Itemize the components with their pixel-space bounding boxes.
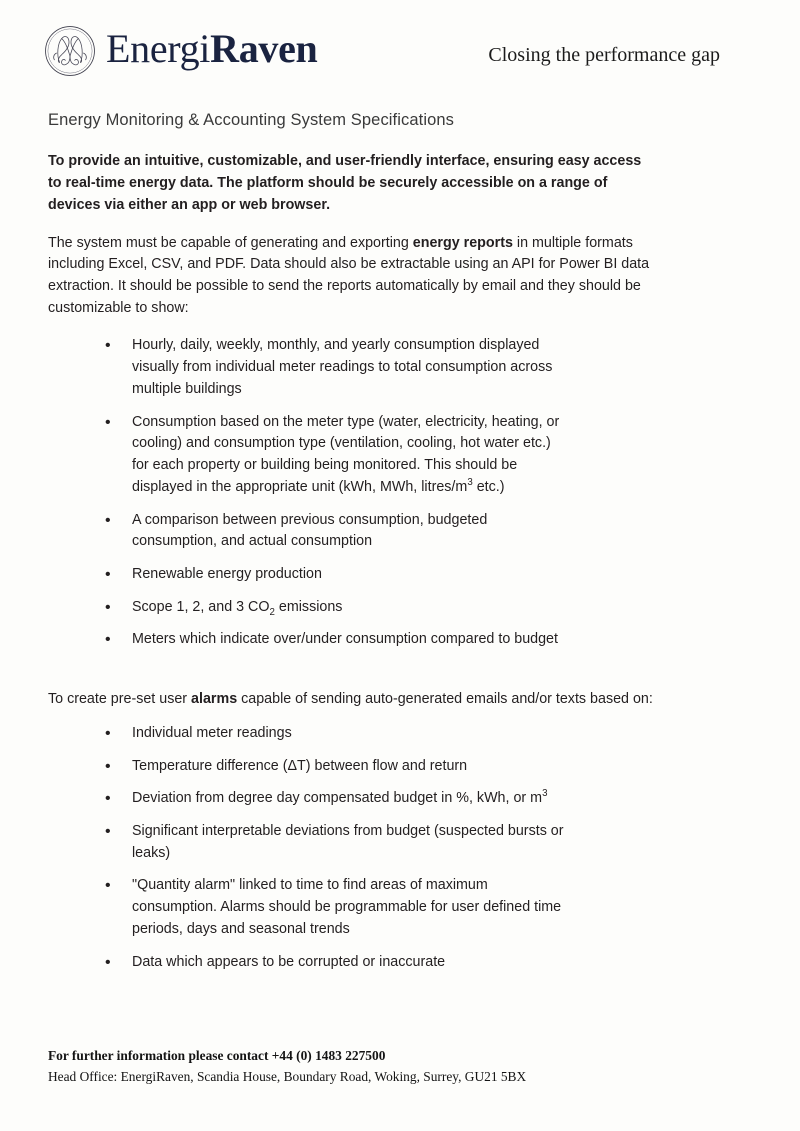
header-tagline: Closing the performance gap xyxy=(488,44,720,66)
reports-bullet-1-text: • Hourly, daily, weekly, monthly, and yearly consumption displayed visually from individual meter readings to total consumption across multiple buildings xyxy=(132,337,553,397)
scope-bullet-part1: Scope 1, 2, and 3 CO xyxy=(132,598,270,615)
alarms-bullet-5-text: • Data which appears to be corrupted or inaccurate xyxy=(132,953,446,970)
list-item xyxy=(48,788,668,810)
list-item xyxy=(48,412,668,499)
list-item xyxy=(48,564,668,586)
page-header xyxy=(0,0,800,96)
reports-paragraph-part2: in multiple formats including Excel, CSV, and PDF. Data should also be extractable using an API for Power BI data extraction. It should be possible to send the reports automatically by email and they should be customizable to show: xyxy=(48,234,650,316)
section-spacer xyxy=(48,651,668,689)
alarms-bullet-2-text: • Temperature difference (ΔT) between flow and return xyxy=(132,757,468,774)
list-item xyxy=(48,597,668,619)
cubic-metre-superscript: 3 xyxy=(542,788,548,800)
document-body xyxy=(48,110,668,973)
alarms-bullet-list xyxy=(48,723,668,973)
alarms-paragraph-emphasis: alarms xyxy=(191,691,238,708)
brand-name-light: Energi xyxy=(106,26,211,71)
list-item xyxy=(48,952,668,974)
reports-bullet-4-text: • Renewable energy production xyxy=(132,565,322,582)
alarms-bullet-3-text: • Significant interpretable deviations from budget (suspected bursts or leaks) xyxy=(132,822,564,861)
page-title: Energy Monitoring & Accounting System Specifications xyxy=(48,111,454,129)
alarms-bullet-1-text: • Individual meter readings xyxy=(132,724,292,741)
deviation-bullet-part1: Deviation from degree day compensated budget in %, kWh, or m xyxy=(132,790,543,807)
co2-subscript: 2 xyxy=(269,606,275,618)
alarms-paragraph xyxy=(48,689,656,711)
brand-name-bold: Raven xyxy=(210,26,318,71)
list-item xyxy=(48,875,668,940)
scope-bullet-part2: emissions xyxy=(274,598,343,615)
page-footer xyxy=(48,1046,748,1087)
brand-wordmark xyxy=(106,26,318,73)
footer-contact-line: For further information please contact +44 (0) 1483 227500 xyxy=(48,1048,386,1064)
alarms-bullet-4-text: • "Quantity alarm" linked to time to find areas of maximum consumption. Alarms should be programmable for user defined time periods, days and seasonal trends xyxy=(132,877,562,937)
list-item xyxy=(48,821,668,864)
reports-paragraph-emphasis: energy reports xyxy=(412,234,513,251)
reports-bullet-3-text: • A comparison between previous consumption, budgeted consumption, and actual consumption xyxy=(132,511,488,550)
reports-bullet-2-main: Consumption based on the meter type (water, electricity, heating, or cooling) and consumption type (ventilation, cooling, hot water etc.) for each property or building being monitored. This should be displayed in the appropriate unit (kWh, MWh, litres/m xyxy=(132,413,560,495)
footer-address-line: Head Office: EnergiRaven, Scandia House, Boundary Road, Woking, Surrey, GU21 5BX xyxy=(48,1068,527,1084)
energiraven-monogram-icon xyxy=(44,25,96,77)
reports-paragraph-part1: The system must be capable of generating and exporting xyxy=(48,234,413,251)
alarms-paragraph-part2: capable of sending auto-generated emails and/or texts based on: xyxy=(237,691,653,708)
reports-paragraph xyxy=(48,233,656,320)
list-item xyxy=(48,335,668,400)
reports-bullet-list xyxy=(48,335,668,651)
list-item xyxy=(48,629,668,651)
reports-bullet-5-text: • Meters which indicate over/under consumption compared to budget xyxy=(132,631,558,648)
cubic-metre-superscript: 3 xyxy=(467,477,473,489)
list-item xyxy=(48,510,668,553)
list-item xyxy=(48,723,668,745)
alarms-bullet-deviation-text xyxy=(132,788,578,810)
list-item xyxy=(48,756,668,778)
alarms-paragraph-part1: To create pre-set user xyxy=(48,691,192,708)
reports-bullet-scope-text xyxy=(132,597,562,619)
lead-paragraph: To provide an intuitive, customizable, and user-friendly interface, ensuring easy access to real-time energy data. The platform should be securely accessible on a range of devices via either an app or web browser. xyxy=(48,153,642,213)
brand-lockup xyxy=(44,25,318,77)
reports-bullet-2-text xyxy=(132,412,560,499)
reports-bullet-2-suffix: etc.) xyxy=(472,478,505,495)
